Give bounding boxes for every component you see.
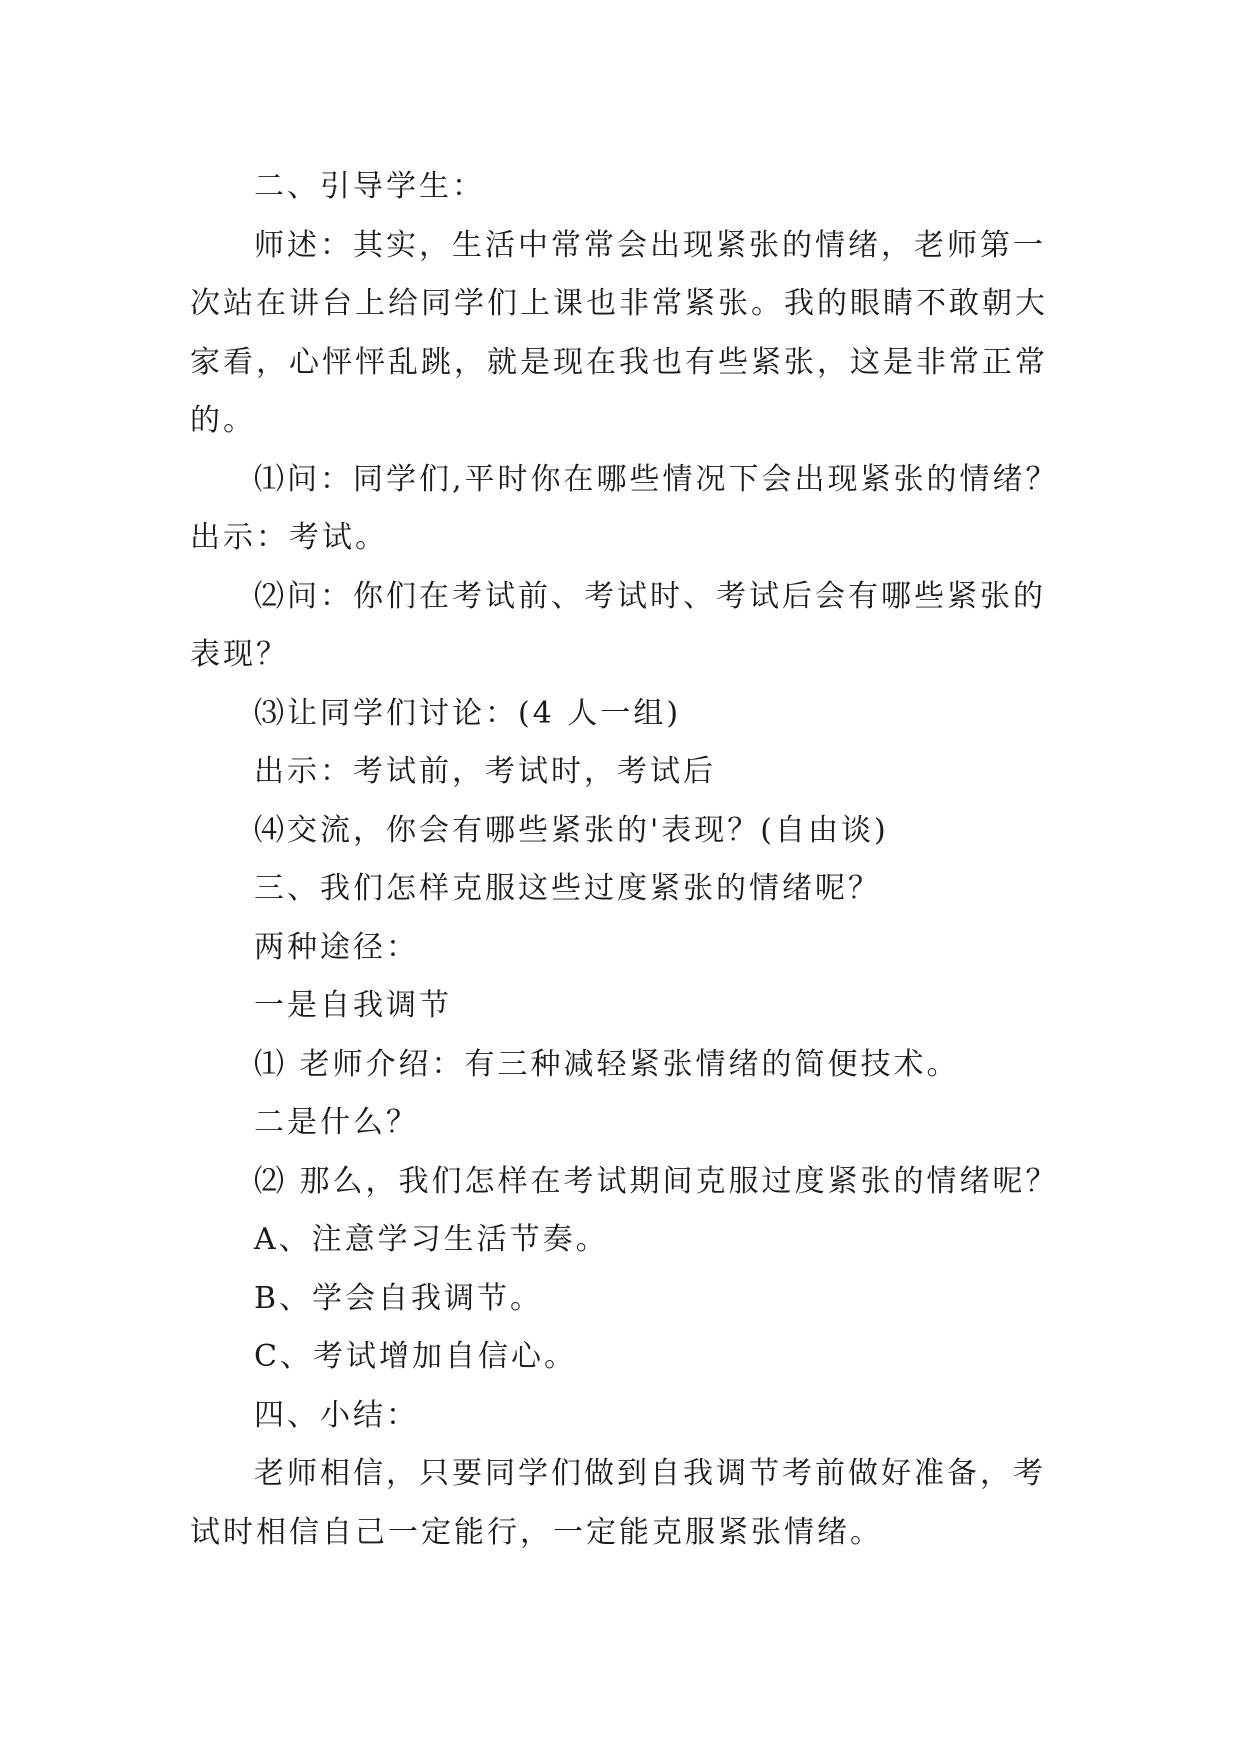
paragraph-line: 两种途径： [254, 929, 419, 965]
question-1: ⑴问：同学们,平时你在哪些情况下会出现紧张的情绪？ [254, 461, 1059, 497]
paragraph-line: 的。 [190, 403, 256, 438]
paragraph-line: 表现？ [190, 637, 289, 672]
paragraph-line: 出示：考试前，考试时，考试后 [254, 754, 716, 789]
paragraph-line: 家看，心怦怦乱跳，就是现在我也有些紧张，这是非常正常 [190, 344, 1048, 380]
paragraph-line: 次站在讲台上给同学们上课也非常紧张。我的眼睛不敢朝大 [190, 286, 1048, 321]
paragraph-line: 老师相信，只要同学们做到自我调节考前做好准备，考 [254, 1456, 1046, 1491]
paragraph-line: 出示：考试。 [190, 520, 388, 555]
list-item-b: B、学会自我调节。 [254, 1280, 544, 1316]
section-heading-summary: 四、小结： [254, 1397, 419, 1433]
question-2: ⑵问：你们在考试前、考试时、考试后会有哪些紧张的 [254, 578, 1046, 614]
exchange-item-4: ⑷交流，你会有哪些紧张的'表现？(自由谈) [254, 812, 889, 848]
paragraph-line: ⑵ 那么，我们怎样在考试期间克服过度紧张的情绪呢？ [254, 1163, 1059, 1199]
list-item-a: A、注意学习生活节奏。 [254, 1222, 609, 1257]
section-heading-guide-students: 二、引导学生： [254, 169, 485, 204]
section-heading-overcome: 三、我们怎样克服这些过度紧张的情绪呢？ [254, 871, 881, 906]
body-text [190, 158, 1070, 1562]
paragraph-line: 二是什么？ [254, 1105, 419, 1140]
paragraph-line: 师述：其实，生活中常常会出现紧张的情绪，老师第一 [254, 227, 1046, 263]
paragraph-line: 试时相信自己一定能行，一定能克服紧张情绪。 [190, 1514, 883, 1550]
paragraph-line: ⑴ 老师介绍：有三种减轻紧张情绪的简便技术。 [254, 1046, 960, 1082]
list-item-c: C、考试增加自信心。 [254, 1339, 577, 1374]
paragraph-line: 一是自我调节 [254, 988, 452, 1023]
discussion-item-3: ⑶让同学们讨论：(4 人一组) [254, 695, 682, 731]
